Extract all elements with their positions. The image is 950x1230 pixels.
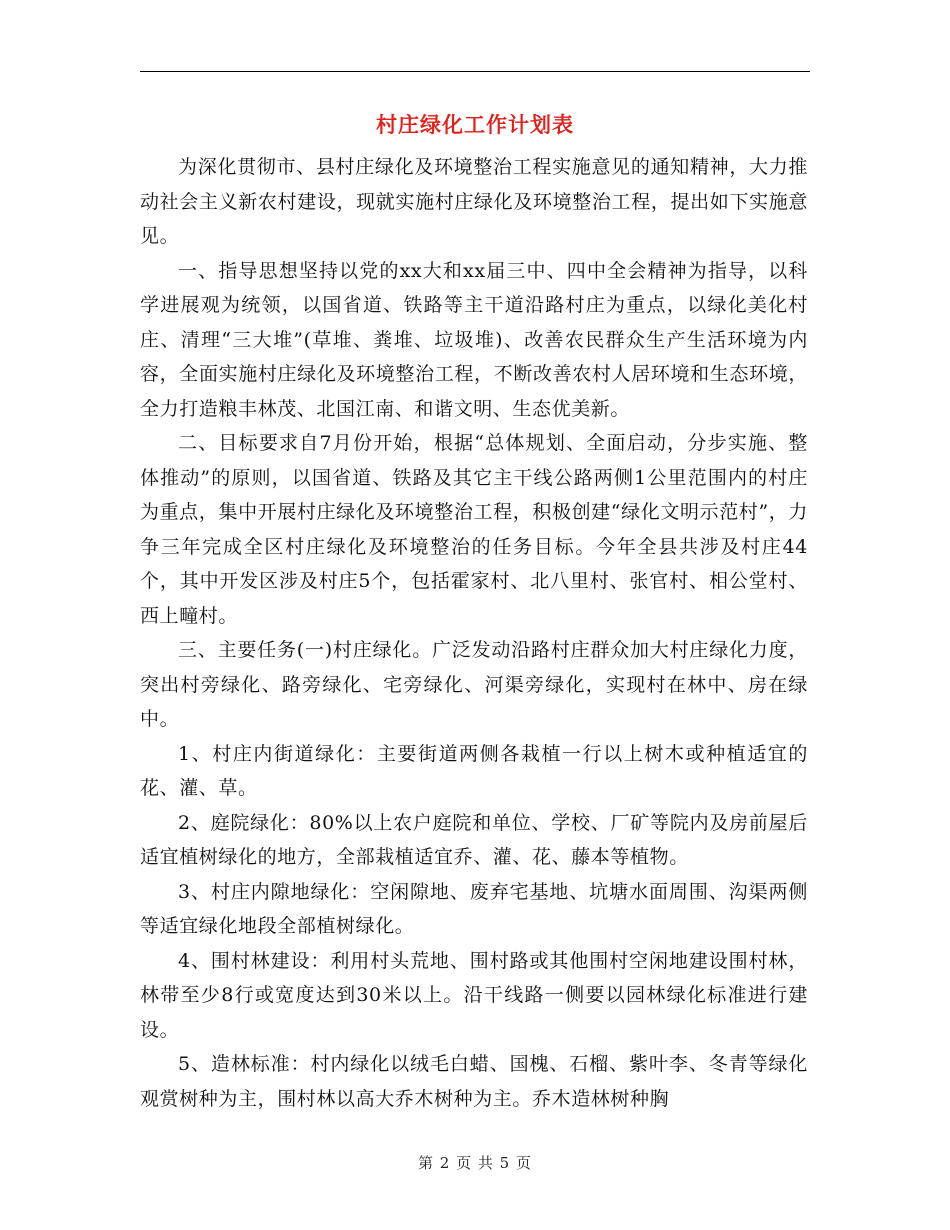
paragraph-village-forest: 4、围村林建设：利用村头荒地、围村路或其他围村空闲地建设围村林，林带至少8行或宽度达到30米以上。沿干线路一侧要以园林绿化标准进行建设。 bbox=[140, 949, 808, 1041]
paragraph-afforestation-standard: 5、造林标准：村内绿化以绒毛白蜡、国槐、石榴、紫叶李、冬青等绿化观赏树种为主，围村林以高大乔木树种为主。乔木造林树种胸 bbox=[140, 1053, 808, 1110]
paragraph-guiding-ideology: 一、指导思想坚持以党的xx大和xx届三中、四中全会精神为指导，以科学进展观为统领，以国省道、铁路等主干道沿路村庄为重点，以绿化美化村庄、清理“三大堆”(草堆、粪堆、垃圾堆)、改善农民群众生产生活环境为内容，全面实施村庄绿化及环境整治工程，不断改善农村人居环境和生态环境，全力打造粮丰林茂、北国江南、和谐文明、生态优美新。 bbox=[140, 259, 808, 420]
document-title: 村庄绿化工作计划表 bbox=[376, 113, 574, 137]
header-rule bbox=[140, 71, 810, 72]
paragraph-street-greening: 1、村庄内街道绿化：主要街道两侧各栽植一行以上树木或种植适宜的花、灌、草。 bbox=[140, 742, 808, 799]
paragraph-goals: 二、目标要求自7月份开始，根据“总体规划、全面启动，分步实施、整体推动”的原则，以国省道、铁路及其它主干线公路两侧1公里范围内的村庄为重点，集中开展村庄绿化及环境整治工程，积极创建“绿化文明示范村”，力争三年完成全区村庄绿化及环境整治的任务目标。今年全县共涉及村庄44个，其中开发区涉及村庄5个，包括霍家村、北八里村、张官村、相公堂村、西上疃村。 bbox=[140, 432, 808, 627]
page-number: 第 2 页 共 5 页 bbox=[418, 1154, 532, 1172]
paragraph-vacant-land-greening: 3、村庄内隙地绿化：空闲隙地、废弃宅基地、坑塘水面周围、沟渠两侧等适宜绿化地段全部植树绿化。 bbox=[140, 880, 808, 937]
paragraph-main-tasks: 三、主要任务(一)村庄绿化。广泛发动沿路村庄群众加大村庄绿化力度，突出村旁绿化、路旁绿化、宅旁绿化、河渠旁绿化，实现村在林中、房在绿中。 bbox=[140, 639, 808, 730]
paragraph-intro: 为深化贯彻市、县村庄绿化及环境整治工程实施意见的通知精神，大力推动社会主义新农村建设，现就实施村庄绿化及环境整治工程，提出如下实施意见。 bbox=[140, 156, 808, 247]
paragraph-courtyard-greening: 2、庭院绿化：80%以上农户庭院和单位、学校、厂矿等院内及房前屋后适宜植树绿化的地方，全部栽植适宜乔、灌、花、藤本等植物。 bbox=[140, 811, 808, 868]
document-body bbox=[140, 150, 808, 1116]
